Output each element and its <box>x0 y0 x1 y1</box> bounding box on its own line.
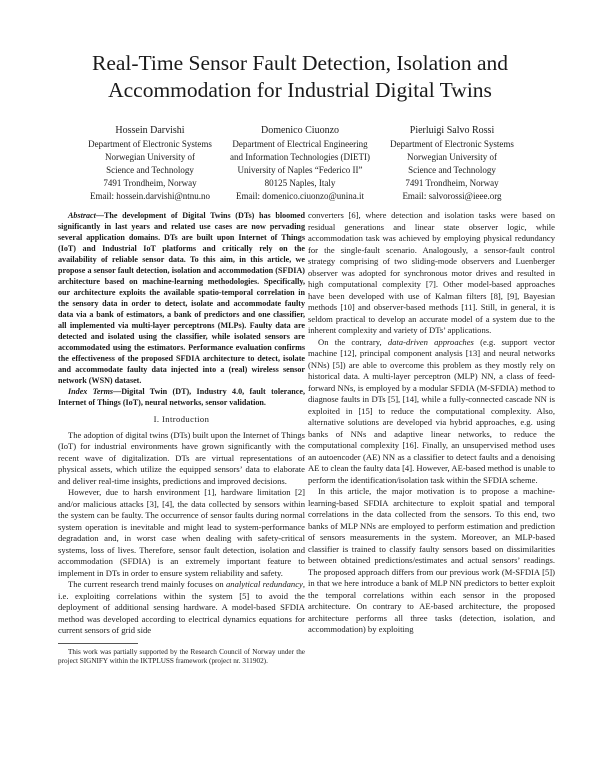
author-affiliation: Department of Electrical Engineering <box>232 139 368 149</box>
index-terms <box>58 386 305 408</box>
paragraph: converters [6], where detection and isolation tasks were based on residual generations and linear state observer logic, while accommodation task was achieved by employing physical redundancy for the single-fault scenario. Analogously, a sensor-fault control strategy comprising of two sliding-mode observers and Luenberger observer was adopted for synchronous motor drives and resulted in high computational complexity [7]. Other model-based approaches have been developed with use of Kalman filters [8], [9], Bayesian methods [10] and observer-based methods [11]. Still, in general, it is seldom practical to develop an accurate model of a system due to the inherent complexity and variety of DTs’ applications. <box>308 210 555 335</box>
text-run: The current research trend mainly focuses on <box>68 579 226 589</box>
author-affiliation: Department of Electronic Systems <box>88 139 212 149</box>
author-email: Email: hossein.darvishi@ntnu.no <box>89 191 211 201</box>
author-address: 7491 Trondheim, Norway <box>405 178 499 188</box>
author-affiliation: Norwegian University of <box>105 152 195 162</box>
paper-title: Real-Time Sensor Fault Detection, Isolation and Accommodation for Industrial Digital Twins <box>91 51 508 102</box>
right-column <box>308 210 555 636</box>
paragraph <box>308 337 555 487</box>
author-affiliation: University of Naples “Federico II” <box>237 165 363 175</box>
text-run: , i.e. exploiting correlations within the system [5] to avoid the deployment of additional sensing hardware. A model-based SFDIA method was developed according to electrical dynamics equations for current sensors of grid side <box>58 579 306 635</box>
abstract <box>58 210 305 386</box>
author-name: Domenico Ciuonzo <box>260 125 340 136</box>
text-run: (e.g. support vector machine [12], principal component analysis [13] and neural networks (NNs) [5]) are able to overcome this problem as they mostly rely on historical data. A multi-layer perceptron (MLP) NN, a class of feed-forward NNs, is employed by a modular SFDIA (M-SFDIA) method to diagnose faults in DTs [5], [14], while a fully-connected cascade NN is exploited in [15] to reduce the computational complexity. Also, alternative solutions are developed via hybrid approaches, e.g. using banks of NNs and adaptive linear networks, to reduce the computational complexity [16]. Finally, an unsupervised method uses an autoencoder (AE) NN as a classifier to detect faults and a denoising AE to clean the faulty data [4]. However, AE-based method is unable to perform the identification/isolation task within the SFDIA scheme. <box>308 336 555 485</box>
emphasis: data-driven approaches <box>387 336 474 347</box>
author-name: Hossein Darvishi <box>115 125 185 136</box>
paragraph: In this article, the major motivation is to propose a machine-learning-based SFDIA architecture to exploit spatial and temporal correlations in the data collected from the sensors. To this end, two banks of MLP NNs are employed to perform estimation and prediction of sensors measurements in the system. Moreover, an MLP-based classifier is trained to classify faulty sensors based on dissimilarities between obtained predictions/estimates and actual sensors’ readings. The proposed approach differs from our previous work (M-SFDIA [5]) in that we here introduce a bank of MLP NN predictors to better exploit the temporal correlations within each sensor in the proposed architecture. On contrary to AE-based architecture, the proposed architecture performs all three tasks (detection, isolation, and accommodation) by exploiting <box>308 486 555 634</box>
section-heading: I. Introduction <box>153 414 210 424</box>
author-email: Email: domenico.ciuonzo@unina.it <box>235 191 364 201</box>
author-address: 80125 Naples, Italy <box>264 178 336 188</box>
text-run: On the contrary, <box>318 336 388 347</box>
left-column <box>58 210 305 667</box>
author-affiliation: Norwegian University of <box>407 152 497 162</box>
footnote-rule <box>58 643 138 644</box>
author-email: Email: salvorossi@ieee.org <box>402 191 502 201</box>
author-affiliation: and Information Technologies (DIETI) <box>230 152 370 162</box>
author-block-3 <box>362 124 542 203</box>
index-terms-text: —Digital Twin (DT), Industry 4.0, fault tolerance, Internet of Things (IoT), neural networks, sensor validation. <box>58 387 306 407</box>
author-affiliation: Science and Technology <box>408 165 496 175</box>
paragraph: The adoption of digital twins (DTs) built upon the Internet of Things (IoT) for industrial environments have grown significantly with the recent wave of digitalization. DTs are virtual representations of physical assets, which utilize the equipped sensors’ data to elaborate and deliver real-time insights, predictions and improved decisions. <box>58 429 305 486</box>
paragraph: However, due to harsh environment [1], hardware limitation [2] and/or malicious attacks [3], [4], the data collected by sensors within the system can be faulty. The occurrence of sensor faults during normal system operation is inevitable and might lead to system-performance degradation and, in worst case when dealing with safety-critical systems, loss of lives. Therefore, sensor fault detection, isolation and accommodation (SFDIA) is an extremely important feature to implement in DTs in order to ensure system reliability and safety. <box>58 487 305 578</box>
abstract-text: —The development of Digital Twins (DTs) has bloomed significantly in last years and related use cases are now pervading several application domains. DTs are built upon Internet of Things (IoT) and Industrial IoT platforms and critically rely on the availability of reliable sensor data. To this aim, in this article, we propose a sensor fault detection, isolation and accommodation (SFDIA) architecture based on machine-learning methodologies. Specifically, our architecture exploits the available spatio-temporal correlation in the sensory data in order to detect, isolate and accommodate faulty data via a bank of estimators, a bank of predictors and one classifier, all implemented via multi-layer perceptrons (MLPs). Faulty data are detected and isolated using the classifier, while isolated sensors are accommodated using the estimators. Performance evaluation confirms the effectiveness of the proposed SFDIA architecture to detect, isolate and accommodate faulty data injected into a (real) wireless sensor network (WSN) dataset. <box>58 211 305 385</box>
author-address: 7491 Trondheim, Norway <box>103 178 197 188</box>
abstract-label: Abstract <box>68 211 96 220</box>
footnote: This work was partially supported by the Research Council of Norway under the project SIGNIFY within the IKTPLUSS framework (project nr. 311902). <box>58 647 305 665</box>
author-name: Pierluigi Salvo Rossi <box>409 125 495 136</box>
paragraph <box>58 579 305 637</box>
index-terms-label: Index Terms <box>68 387 114 396</box>
author-affiliation: Department of Electronic Systems <box>390 139 514 149</box>
author-affiliation: Science and Technology <box>106 165 194 175</box>
emphasis: analytical redundancy <box>225 579 303 589</box>
